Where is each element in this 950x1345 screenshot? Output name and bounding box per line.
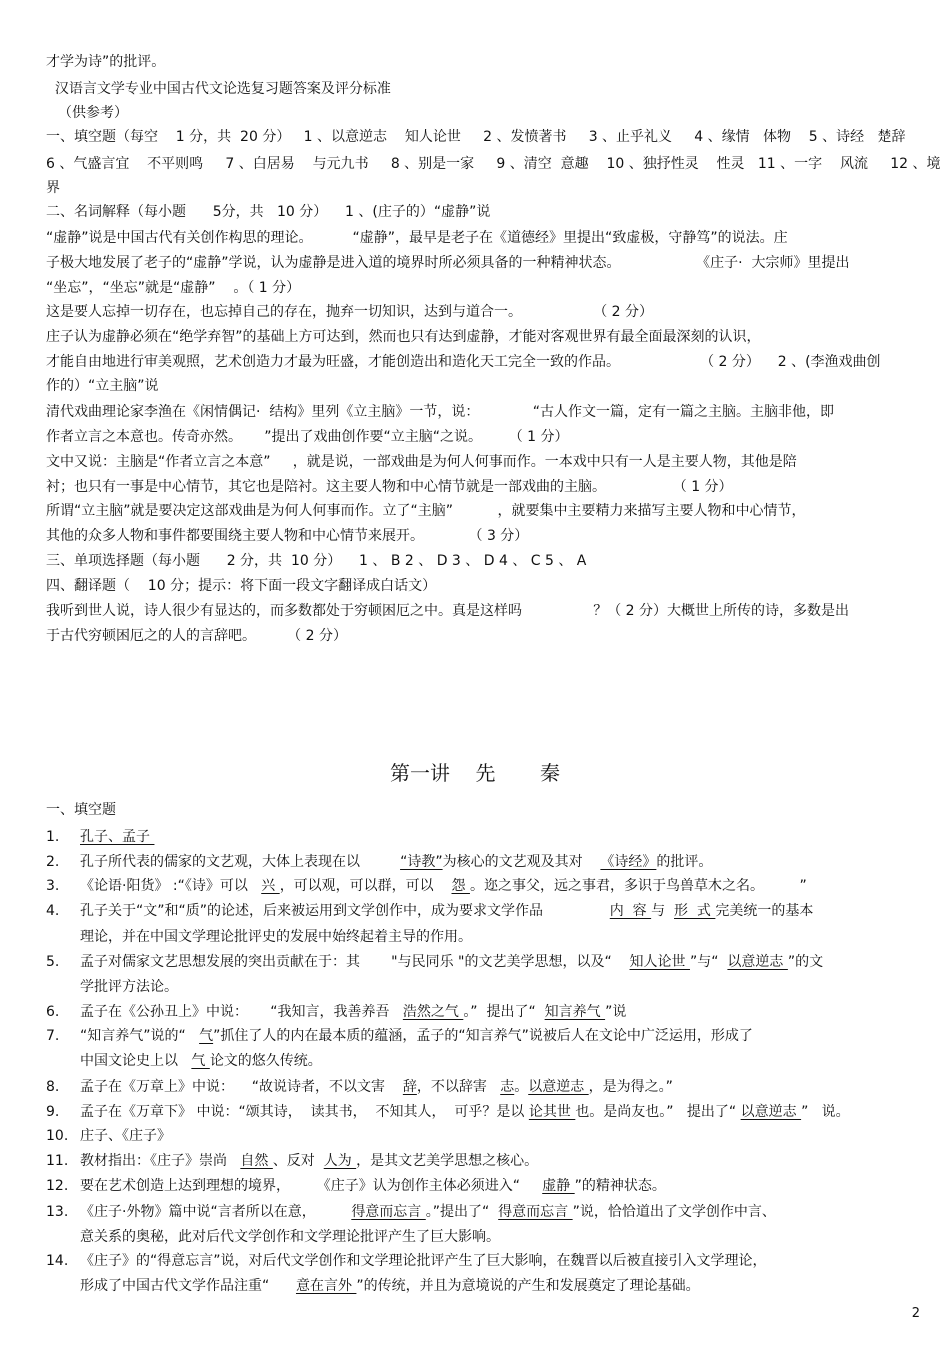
answer-line: 二、名词解释（每小题 5分，共 10 分） 1 、(庄子的）“虚静”说 (46, 204, 491, 220)
answer-line: “虚静”说是中国古代有关创作构思的理论。 “虚静”，最早是老子在《道德经》里提出“致虚极，守静笃”的说法。庄 (46, 230, 788, 246)
item-text: “知言养气”说的“ (80, 1028, 200, 1044)
answer-line: 三、单项选择题（每小题 2 分，共 10 分） 1 、 B 2 、 D 3 、 D 4 、 C 5 、 A (46, 553, 587, 569)
answer-line: 作者立言之本意也。传奇亦然。 ”提出了戏曲创作要“立主脑“之说。 （ 1 分） (46, 429, 569, 445)
answer-blank: 孔子、孟子 (80, 829, 155, 845)
item-text: ，不以辞害 (416, 1079, 501, 1095)
answer-blank: 怨 (451, 878, 470, 894)
answer-line: 才能自由地进行审美观照，艺术创造力才最为旺盛，才能创造出和造化天工完全一致的作品。 （ 2 分） 2 、(李渔戏曲创 (46, 354, 881, 370)
item-number: 1. (46, 829, 60, 845)
answer-blank: 得意而忘言 (498, 1204, 573, 1220)
answer-blank: 以意逆志 (740, 1104, 802, 1120)
fill-in-item (46, 950, 823, 974)
fill-in-item (46, 899, 813, 923)
item-text: ”的文 (787, 954, 824, 970)
answer-blank: 志 (500, 1079, 515, 1095)
section-heading: 一、填空题 (46, 802, 116, 818)
fill-in-item (46, 1100, 850, 1124)
item-number: 8. (46, 1079, 60, 1095)
item-text: 孔子所代表的儒家的文艺观，大体上表现在以 (80, 854, 401, 870)
item-text: ”的精神状态。 (574, 1178, 666, 1194)
answer-line: 文中又说：主脑是“作者立言之本意” ，就是说，一部戏曲是为何人何事而作。一本戏中只有一人是主要人物，其他是陪 (46, 454, 797, 470)
answer-line: 清代戏曲理论家李渔在《闲情偶记· 结构》里列《立主脑》一节，说： “古人作文一篇，定有一篇之主脑。主脑非他，即 (46, 404, 835, 420)
fill-in-item (46, 975, 178, 999)
answer-line: 庄子认为虚静必须在“绝学弃智”的基础上方可达到，然而也只有达到虚静，才能对客观世界有最全面最深刻的认识， (46, 329, 761, 345)
answer-blank: 以意逆志 (727, 954, 788, 970)
answer-blank: 虚静 (542, 1178, 575, 1194)
item-text: ”说，恰恰道出了文学创作中言、 (572, 1204, 776, 1220)
item-text: 意关系的奥秘，此对后代文学创作和文学理论批评产生了巨大影响。 (80, 1229, 500, 1245)
answer-blank: 《诗经》 (600, 854, 657, 870)
fill-in-item (46, 1274, 700, 1298)
answer-blank: 辞 (402, 1079, 417, 1095)
item-text: 论文的悠久传统。 (209, 1053, 322, 1069)
answer-blank: 以意逆志 (528, 1079, 589, 1095)
answer-blank: 浩然之气 (402, 1004, 464, 1020)
answer-line: （供参考） (58, 105, 128, 121)
item-text: 。”提出了“ (425, 1204, 499, 1220)
answer-blank: 意在言外 (295, 1278, 357, 1294)
answer-line: 这是要人忘掉一切存在，也忘掉自己的存在，抛弃一切知识，达到与道合一。 （ 2 分） (46, 304, 654, 320)
answer-line: 我听到世人说，诗人很少有显达的，而多数都处于穷顿困厄之中。真是这样吗 ？（ 2 分）大概世上所传的诗，多数是出 (46, 603, 850, 619)
item-number: 4. (46, 903, 60, 919)
fill-in-item (46, 1149, 538, 1173)
fill-in-item (46, 1049, 322, 1073)
item-number: 3. (46, 878, 60, 894)
lecture-title: 第一讲 先 秦 (390, 761, 560, 785)
answer-line: 子极大地发展了老子的“虚静”学说，认为虚静是进入道的境界时所必须具备的一种精神状态。 《庄子· 大宗师》里提出 (46, 255, 850, 271)
answer-line: 才学为诗”的批评。 (46, 54, 166, 70)
answer-blank: 气 (199, 1028, 214, 1044)
item-text: 中国文论史上以 (80, 1053, 192, 1069)
item-text: ，可以观，可以群，可以 (279, 878, 452, 894)
answer-line: 界 (46, 180, 60, 196)
item-number: 5. (46, 954, 60, 970)
item-number: 12. (46, 1178, 69, 1194)
fill-in-item (46, 1225, 500, 1249)
item-text: 孟子对儒家文艺思想发展的突出贡献在于：其 "与民同乐 "的文艺美学思想，以及“ (80, 954, 630, 970)
answer-line: 汉语言文学专业中国古代文论选复习题答案及评分标准 (46, 81, 391, 97)
item-text: 学批评方法论。 (80, 979, 178, 995)
item-number: 10. (46, 1128, 69, 1144)
answer-blank: 气 (191, 1053, 210, 1069)
item-text: 也。是尚友也。” 提出了“ (575, 1104, 741, 1120)
answer-blank: 论其世 (528, 1104, 576, 1120)
answer-blank: 得意而忘言 (351, 1204, 426, 1220)
item-text: 孟子在《万章上》中说： “故说诗者，不以文害 (80, 1079, 403, 1095)
item-text: 庄子、《庄子》 (80, 1128, 171, 1144)
item-text: 教材指出：《庄子》崇尚 (80, 1153, 241, 1169)
answer-line: 四、翻译题（ 10 分；提示：将下面一段文字翻译成白话文） (46, 578, 437, 594)
item-text: ”抓住了人的内在最本质的蕴涵，孟子的“知言养气”说被后人在文论中广泛运用，形成了 (213, 1028, 753, 1044)
item-text: 孟子在《公孙丑上》中说： “我知言，我善养吾 (80, 1004, 403, 1020)
item-text: 要在艺术创造上达到理想的境界， 《庄子》认为创作主体必须进入“ (80, 1178, 543, 1194)
fill-in-item (46, 825, 154, 849)
item-text: 。迩之事父，远之事君，多识于鸟兽草木之名。 ” (469, 878, 807, 894)
item-text: 《庄子·外物》篇中说“言者所以在意， (80, 1204, 352, 1220)
item-number: 11. (46, 1153, 69, 1169)
item-text: 形成了中国古代文学作品注重“ (80, 1278, 296, 1294)
item-number: 7. (46, 1028, 60, 1044)
item-text: 、反对 (272, 1153, 324, 1169)
fill-in-item (46, 925, 472, 949)
answer-line: 所谓“立主脑”就是要决定这部戏曲是为何人何事而作。立了“主脑” ，就要集中主要精力来描写主要人物和中心情节， (46, 503, 806, 519)
fill-in-item (46, 874, 807, 898)
answer-line: “坐忘”，“坐忘”就是“虚静” 。（ 1 分） (46, 280, 301, 296)
answer-line: 一、填空题（每空 1 分，共 20 分） 1 、以意逆志 知人论世 2 、发愤著书 3 、止乎礼义 4 、缘情 体物 5 、诗经 楚辞 (46, 129, 906, 145)
item-text: ”与“ (690, 954, 728, 970)
fill-in-item (46, 1000, 626, 1024)
item-text: 的批评。 (656, 854, 713, 870)
item-text: 与 (651, 903, 675, 919)
answer-blank: 兴 (261, 878, 280, 894)
fill-in-item (46, 1075, 673, 1099)
fill-in-item (46, 1124, 171, 1148)
item-text: 《论语·阳货》 :“《诗》可以 (80, 878, 262, 894)
answer-blank: 形 式 (674, 903, 716, 919)
item-text: ”的传统，并且为意境说的产生和发展奠定了理论基础。 (356, 1278, 700, 1294)
item-text: ” 说。 (801, 1104, 850, 1120)
item-text: 孟子在《万章下》 中说：“颂其诗， 读其书， 不知其人， 可乎？是以 (80, 1104, 529, 1120)
answer-blank: 知言养气 (544, 1004, 606, 1020)
item-text: 。 (514, 1079, 529, 1095)
fill-in-item (46, 1249, 767, 1273)
answer-line: 于古代穷顿困厄之的人的言辞吧。 （ 2 分） (46, 628, 347, 644)
item-number: 13. (46, 1204, 69, 1220)
item-text: 《庄子》的“得意忘言”说，对后代文学创作和文学理论批评产生了巨大影响，在魏晋以后被直接引入文学理论， (80, 1253, 767, 1269)
item-text: ”说 (605, 1004, 627, 1020)
item-text: 理论，并在中国文学理论批评史的发展中始终起着主导的作用。 (80, 929, 472, 945)
item-text: 孔子关于“文”和“质”的论述，后来被运用到文学创作中，成为要求文学作品 (80, 903, 610, 919)
fill-in-item (46, 1174, 666, 1198)
item-number: 14. (46, 1253, 69, 1269)
item-text: ，是为得之。” (588, 1079, 673, 1095)
fill-in-item (46, 1200, 776, 1224)
page-number: 2 (911, 1306, 920, 1321)
answer-blank: 知人论世 (629, 954, 690, 970)
item-text: 完美统一的基本 (715, 903, 814, 919)
answer-blank: 内 容 (609, 903, 652, 919)
answer-blank: 自然 (240, 1153, 273, 1169)
item-text: 为核心的文艺观及其对 (442, 854, 601, 870)
item-number: 2. (46, 854, 60, 870)
answer-line: 衬；也只有一事是中心情节，其它也是陪衬。这主要人物和中心情节就是一部戏曲的主脑。 （ 1 分） (46, 479, 733, 495)
answer-line: 6 、气盛言宜 不平则鸣 7 、白居易 与元九书 8 、别是一家 9 、清空 意趣 10 、独抒性灵 性灵 11 、一字 风流 12 、境 (46, 156, 941, 172)
item-text: ，是其文艺美学思想之核心。 (356, 1153, 539, 1169)
answer-blank: 人为 (323, 1153, 357, 1169)
item-number: 6. (46, 1004, 60, 1020)
item-text: 。” 提出了“ (463, 1004, 545, 1020)
answer-line: 其他的众多人物和事件都要围绕主要人物和中心情节来展开。 （ 3 分） (46, 528, 529, 544)
fill-in-item (46, 850, 712, 874)
item-number: 9. (46, 1104, 60, 1120)
fill-in-item (46, 1024, 753, 1048)
answer-blank: “诗教” (400, 854, 443, 870)
answer-line: 作的）“立主脑”说 (46, 378, 159, 394)
